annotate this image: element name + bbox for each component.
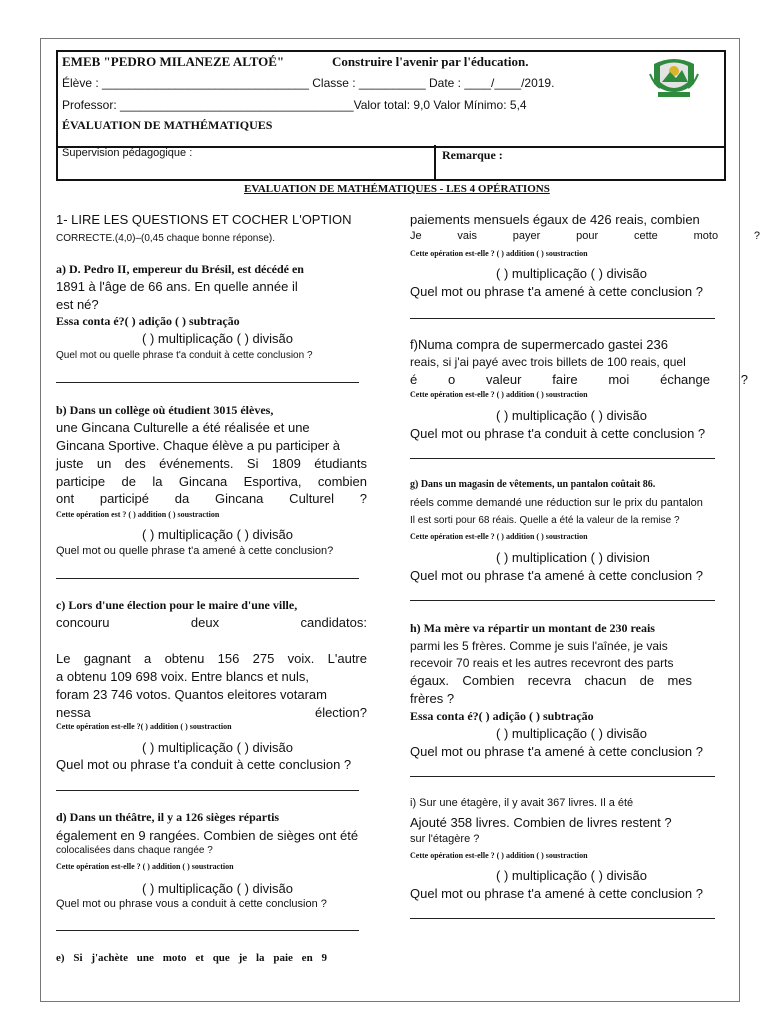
qf-line-1: f)Numa compra de supermercado gastei 236 <box>410 337 668 352</box>
qa-mult-div-options[interactable]: ( ) multiplicação ( ) divisão <box>142 331 293 346</box>
qe-operation: Cette opération est-elle ? ( ) addition ( ) soustraction <box>410 249 588 258</box>
qc-line-2: concouru deux candidatos: <box>56 615 367 630</box>
qg-line-3: Il est sorti pour 68 réais. Quelle a été la valeur de la remise ? <box>410 515 680 526</box>
subtitle: EVALUATION DE MATHÉMATIQUES - LES 4 OPÉRATIONS <box>244 183 550 195</box>
qa-line-1: a) D. Pedro II, empereur du Brésil, est décédé en <box>56 262 304 276</box>
qh-answer-line[interactable] <box>410 776 715 777</box>
qh-line-4: égaux. Combien recevra chacun de mes <box>410 673 692 688</box>
qb-line-2: une Gincana Culturelle a été réalisée et une <box>56 420 310 435</box>
qf-line-2: reais, si j'ai payé avec trois billets de 100 reais, quel <box>410 355 686 369</box>
qc-mult-div-options[interactable]: ( ) multiplicação ( ) divisão <box>142 740 293 755</box>
professor-line: Professor: ___________________________________Valor total: 9,0 Valor Mínimo: 5,4 <box>62 98 527 112</box>
supervision-label: Supervision pédagogique : <box>62 147 193 159</box>
qi-mult-div-options[interactable]: ( ) multiplicação ( ) divisão <box>496 868 647 883</box>
qf-question: Quel mot ou phrase t'a conduit à cette conclusion ? <box>410 426 706 441</box>
qh-question: Quel mot ou phrase t'a amené à cette conclusion ? <box>410 744 703 759</box>
qi-line-2: Ajouté 358 livres. Combien de livres restent ? <box>410 815 672 830</box>
qd-operation: Cette opération est-elle ? ( ) addition ( ) soustraction <box>56 862 234 871</box>
qa-answer-line[interactable] <box>56 382 359 383</box>
qd-question: Quel mot ou phrase vous a conduit à cette conclusion ? <box>56 898 327 910</box>
qc-line-3: Le gagnant a obtenu 156 275 voix. L'autre <box>56 651 367 666</box>
qc-question: Quel mot ou phrase t'a conduit à cette conclusion ? <box>56 757 352 772</box>
student-info-line: Élève : _______________________________ Classe : __________ Date : ____/____/2019. <box>62 76 555 90</box>
intro-line-1: 1- LIRE LES QUESTIONS ET COCHER L'OPTION <box>56 212 352 227</box>
qi-question: Quel mot ou phrase t'a amené à cette conclusion ? <box>410 886 703 901</box>
qc-line-1: c) Lors d'une élection pour le maire d'une ville, <box>56 598 298 612</box>
qd-mult-div-options[interactable]: ( ) multiplicação ( ) divisão <box>142 881 293 896</box>
qb-line-3: Gincana Sportive. Chaque élève a pu participer à <box>56 438 341 453</box>
qg-question: Quel mot ou phrase t'a amené à cette conclusion ? <box>410 568 703 583</box>
qa-line-2: 1891 à l'âge de 66 ans. En quelle année il <box>56 279 298 294</box>
qf-mult-div-options[interactable]: ( ) multiplicação ( ) divisão <box>496 408 647 423</box>
remarque-label: Remarque : <box>442 148 503 162</box>
qi-line-1: i) Sur une étagère, il y avait 367 livres. Il a été <box>410 797 634 809</box>
qc-operation: Cette opération est-elle ?( ) addition ( ) soustraction <box>56 722 232 731</box>
qd-line-3: colocalisées dans chaque rangée ? <box>56 845 213 856</box>
qb-answer-line[interactable] <box>56 578 359 579</box>
qf-answer-line[interactable] <box>410 458 715 459</box>
qf-operation: Cette opération est-elle ? ( ) addition ( ) soustraction <box>410 390 588 399</box>
qe-mult-div-options[interactable]: ( ) multiplicação ( ) divisão <box>496 266 647 281</box>
qd-line-2: également en 9 rangées. Combien de sièges ont été <box>56 828 359 843</box>
qa-question: Quel mot ou quelle phrase t'a conduit à cette conclusion ? <box>56 350 313 361</box>
qh-line-3: recevoir 70 reais et les autres recevront des parts <box>410 656 674 670</box>
qf-line-3: é o valeur faire moi échange ? <box>410 372 748 387</box>
qg-line-1: g) Dans un magasin de vêtements, un pantalon coûtait 86. <box>410 479 656 490</box>
qb-question: Quel mot ou quelle phrase t'a amené à cette conclusion? <box>56 545 334 557</box>
qe-line-2: paiements mensuels égaux de 426 reais, combien <box>410 212 700 227</box>
qa-line-3: est né? <box>56 297 99 312</box>
qh-line-1: h) Ma mère va répartir un montant de 230 reais <box>410 621 655 635</box>
qd-line-1: d) Dans un théâtre, il y a 126 sièges répartis <box>56 810 280 824</box>
qc-answer-line[interactable] <box>56 790 359 791</box>
qe-question: Quel mot ou phrase t'a amené à cette conclusion ? <box>410 284 703 299</box>
school-crest-icon <box>648 54 700 102</box>
qa-operation: Essa conta é?( ) adição ( ) subtração <box>56 314 240 328</box>
qd-answer-line[interactable] <box>56 930 359 931</box>
evaluation-title: ÉVALUATION DE MATHÉMATIQUES <box>62 118 273 132</box>
qb-line-5: participe de la Gincana Esportiva, combien <box>56 474 367 489</box>
qe-line-3: Je vais payer pour cette moto ? <box>410 230 760 242</box>
qb-mult-div-options[interactable]: ( ) multiplicação ( ) divisão <box>142 527 293 542</box>
qi-line-3: sur l'étagère ? <box>410 833 480 845</box>
school-motto: Construire l'avenir par l'éducation. <box>332 54 529 69</box>
qg-operation: Cette opération est-elle ? ( ) addition ( ) soustraction <box>410 532 588 541</box>
qh-operation: Essa conta é?( ) adição ( ) subtração <box>410 709 594 723</box>
qc-line-5: foram 23 746 votos. Quantos eleitores votaram <box>56 687 327 702</box>
qb-line-6: ont participé da Gincana Culturel ? <box>56 491 367 506</box>
intro-line-2: CORRECTE.(4,0)–(0,45 chaque bonne réponse). <box>56 233 276 244</box>
qg-line-2: réels comme demandé une réduction sur le prix du pantalon <box>410 497 703 509</box>
qh-mult-div-options[interactable]: ( ) multiplicação ( ) divisão <box>496 726 647 741</box>
qb-line-1: b) Dans un collège où étudient 3015 élèves, <box>56 403 274 417</box>
qc-line-4: a obtenu 109 698 voix. Entre blancs et nuls, <box>56 669 309 684</box>
qi-operation: Cette opération est-elle ? ( ) addition ( ) soustraction <box>410 851 588 860</box>
qb-line-4: juste un des événements. Si 1809 étudiants <box>56 456 367 471</box>
qh-line-2: parmi les 5 frères. Comme je suis l'aînée, je vais <box>410 639 668 653</box>
qg-mult-div-options[interactable]: ( ) multiplication ( ) division <box>496 550 650 565</box>
qh-line-5: frères ? <box>410 691 455 706</box>
qe-line-1: e) Si j'achète une moto et que je la paie en 9 <box>56 952 327 964</box>
qe-answer-line[interactable] <box>410 318 715 319</box>
qc-line-6: nessa élection? <box>56 705 367 720</box>
school-name: EMEB "PEDRO MILANEZE ALTOÉ" <box>62 54 285 69</box>
qb-operation: Cette opération est ? ( ) addition ( ) soustraction <box>56 510 220 519</box>
qg-answer-line[interactable] <box>410 600 715 601</box>
qi-answer-line[interactable] <box>410 918 715 919</box>
